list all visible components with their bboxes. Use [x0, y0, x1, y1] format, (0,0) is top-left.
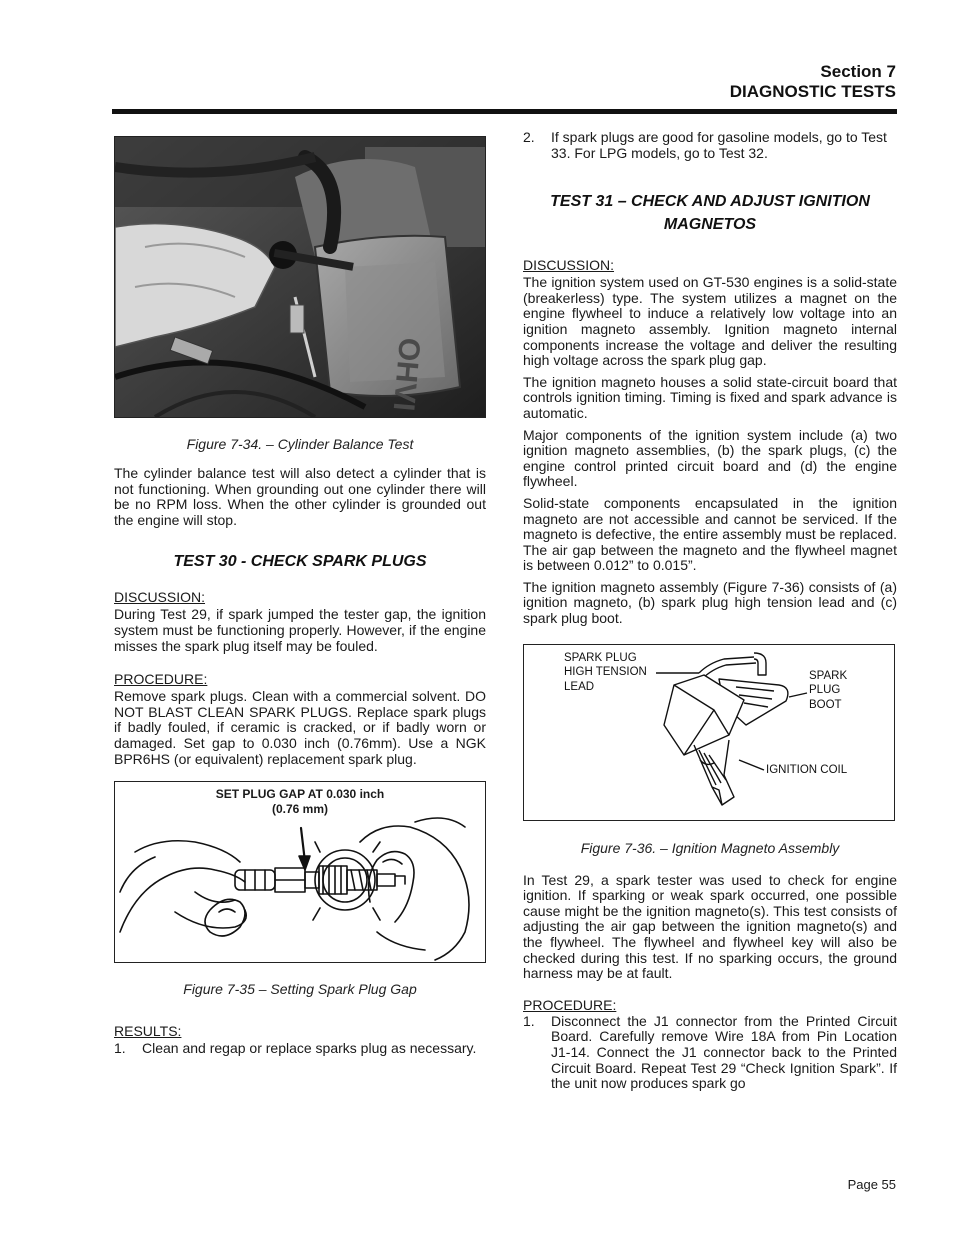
figure-7-35: [114, 781, 486, 963]
test-31-para-2: The ignition magneto houses a solid state-circuit board that controls ignition timing. Timing is fixed and spark advance is automatic.: [523, 373, 897, 421]
test-31-procedure-label: PROCEDURE:: [523, 996, 617, 1013]
left-column: [114, 136, 486, 1057]
page-number: Page 55: [847, 1177, 896, 1192]
figure-7-36-caption: Figure 7-36. – Ignition Magneto Assembly: [580, 839, 840, 856]
label-spark-plug-lead: SPARK PLUG HIGH TENSION LEAD: [564, 651, 647, 693]
test-30-procedure-text: Remove spark plugs. Clean with a commercial solvent. DO NOT BLAST CLEAN SPARK PLUGS. Replace spark plugs if badly fouled, if ceramic is cracked, or if badly worn or damaged. Set gap to 0.030 inch (0.76mm). Use a NGK BPR6HS (or equivalent) replacement spark plug.: [114, 688, 486, 767]
right-column: [523, 130, 897, 1092]
list-item-2: 2. If spark plugs are good for gasoline models, go to Test 33. For LPG models, go to Test 32.: [523, 129, 887, 161]
cylinder-balance-photo-illustration: [115, 137, 485, 417]
test-31-discussion-label: DISCUSSION:: [523, 257, 615, 274]
figure-7-35-caption: Figure 7-35 – Setting Spark Plug Gap: [183, 981, 417, 998]
test-31-para-4: Solid-state components encapsulated in the ignition magneto are not accessible and cannot be serviced. If the magneto is defective, the entire assembly must be replaced. The air gap between the magneto and the flywheel magnet is between 0.012” to 0.015”.: [523, 494, 897, 574]
test-31-heading: TEST 31 – CHECK AND ADJUST IGNITION MAGNETOS: [550, 193, 870, 234]
label-ignition-coil: IGNITION COIL: [766, 763, 848, 776]
test-31-para-1: The ignition system used on GT-530 engines is a solid-state (breakerless) type. The system utilizes a magnet on the engine flywheel to induce a relatively low voltage into an ignition magneto assembly. Ignition magneto internal components increase the voltage and deliver the resulting high voltage across the spark plug gap.: [523, 274, 897, 369]
test-31-para-6: In Test 29, a spark tester was used to check for engine ignition. If sparking or weak spark occurred, one possible cause might be the ignition magneto(s). This test consists of adjusting the air gap between the ignition magneto(s) and the flywheel. The flywheel and flywheel key will also be checked during this test. If no sparking occurs, the ground harness may be at fault.: [523, 871, 897, 982]
label-spark-plug-boot: SPARK PLUG BOOT: [809, 669, 848, 711]
section-number: Section 7: [820, 62, 896, 81]
results-label: RESULTS:: [114, 1023, 182, 1040]
header-rule: [112, 109, 897, 114]
test-30-procedure-label: PROCEDURE:: [114, 671, 208, 688]
svg-text:OHVI: OHVI: [386, 336, 426, 413]
test-30-discussion-text: During Test 29, if spark jumped the tester gap, the ignition system must be functioning properly. However, if the engine misses the spark plug itself may be fouled.: [114, 606, 486, 654]
result-item-1: 1. Clean and regap or replace sparks plug as necessary.: [114, 1040, 477, 1057]
procedure-item-1: 1. Disconnect the J1 connector from the Printed Circuit Board. Carefully remove Wire 18A from Pin Location J1-14. Connect the J1 connector back to the Printed Circuit Board. Repeat Test 29 “Check Ignition Spark”. If the unit now produces spark go: [523, 1012, 897, 1092]
test-31-para-5: The ignition magneto assembly (Figure 7-36) consists of (a) ignition magneto, (b) spark plug high tension lead and (c) spark plug boot.: [523, 578, 897, 627]
test-30-heading: TEST 30 - CHECK SPARK PLUGS: [173, 553, 427, 571]
balance-test-paragraph: The cylinder balance test will also detect a cylinder that is not functioning. When grounding out one cylinder there will be no RPM loss. When the other cylinder is grounded out the engine will stop.: [114, 465, 486, 528]
figure-7-36: [523, 644, 895, 821]
test-30-discussion-label: DISCUSSION:: [114, 589, 206, 606]
section-header: [730, 62, 896, 102]
figure-7-34-photo: [114, 136, 486, 418]
section-title: DIAGNOSTIC TESTS: [729, 82, 896, 101]
plug-gap-label: SET PLUG GAP AT 0.030 inch (0.76 mm): [215, 787, 385, 817]
figure-7-34-caption: Figure 7-34. – Cylinder Balance Test: [186, 436, 414, 452]
test-31-para-3: Major components of the ignition system include (a) two ignition magneto assemblies, (b) the spark plugs, (c) the engine control printed circuit board and (d) the engine flywheel.: [523, 426, 897, 490]
